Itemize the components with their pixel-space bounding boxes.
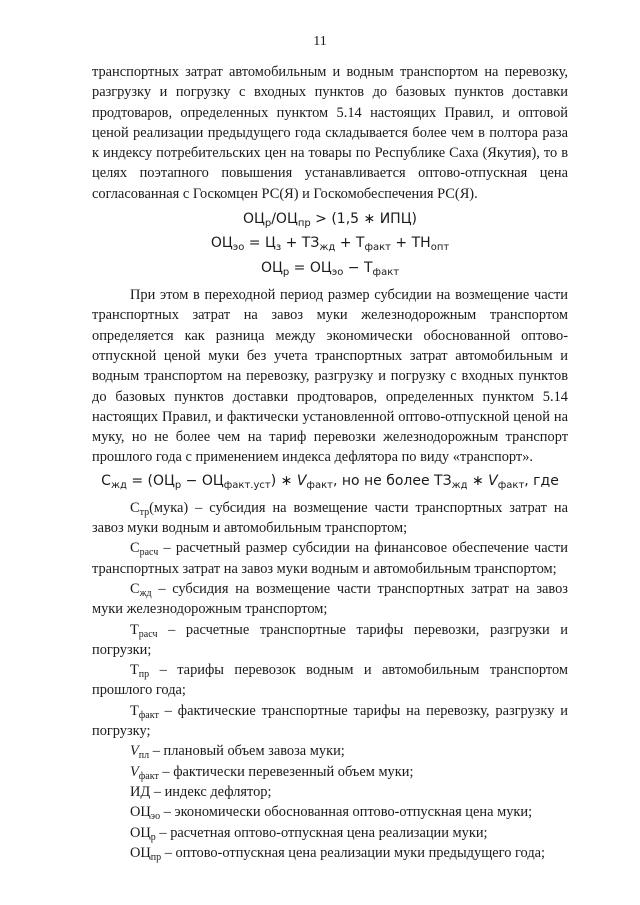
definition-symbol: V (130, 763, 139, 780)
document-body (92, 62, 568, 863)
definition-symbol: ОЦ (130, 804, 151, 821)
definition-text: – тарифы перевозок водным и автомобильным транспортом прошлого года; (92, 662, 568, 699)
definition-symbol: С (130, 580, 140, 597)
definition-symbol: Т (130, 621, 139, 638)
definition-item: $С_{жд}$ – субсидия на возмещение части транспортных затрат на завоз муки железнодорожным транспортом; (92, 580, 568, 618)
definition-text: – индекс дефлятор; (150, 783, 272, 800)
definition-symbol: ОЦ (130, 824, 151, 841)
definition-item (92, 782, 568, 802)
paragraph-transition-period: При этом в переходной период размер субсидии на возмещение части транспортных затрат на завоз муки железнодорожным транспортом определяется как разница между экономически обоснованной оптово-отпускной ценой муки без учета транспортных затрат автомобильным и водным транспортом на перевозку, разгрузку и погрузку с входных пунктов до базовых пунктов доставки продтоваров, определенных пунктом 5.14 настоящих Правил, и фактически установленной оптово-отпускной ценой на муку, но не более чем на тариф перевозки железнодорожным транспорт прошлого года с применением индекса дефлятора по виду «транспорт». (92, 287, 568, 466)
formula-economic-price: $ОЦ_{эо} = Ц_з + ТЗ_{жд} + Т_{факт} + ТН_{опт}$ (210, 235, 450, 254)
definition-symbol: С (130, 499, 140, 516)
definition-symbol: Т (130, 662, 139, 679)
formula-price-ratio: $ОЦ_р/ОЦ_{пр} > (1,5$ ∗ ИПЦ) (242, 211, 418, 230)
definition-item: $С_{расч}$ – расчетный размер субсидии на финансовое обеспечение части транспортных затрат на завоз муки водным и автомобильным транспортом; (92, 540, 568, 577)
definition-symbol: V (130, 743, 139, 760)
definition-symbol: ИД (130, 783, 151, 800)
definition-text: – субсидия на возмещение части транспортных затрат на завоз муки водным и автомобильным транспортом; (92, 499, 568, 537)
definition-text: – фактически перевезенный объем муки; (158, 763, 414, 780)
paragraph-continuation: транспортных затрат автомобильным и водным транспортом на перевозку, разгрузку и погрузку с входных пунктов до базовых пунктов доставки продтоваров, определенных пунктом 5.14 настоящих Правил, и оптовой ценой реализации предыдущего года складывается более чем в полтора раза к индексу потребительских цен на товары по Республике Саха (Якутия), то в целях поэтапного повышения устанавливается оптово-отпускная цена согласованная с Госкомцен РС(Я) и Госкомобеспечения РС(Я). (92, 64, 568, 202)
definition-item: $ОЦ_{пр}$ – оптово-отпускная цена реализации муки предыдущего года; (130, 844, 546, 863)
definition-text: – субсидия на возмещение части транспортных затрат на завоз муки железнодорожным транспортом; (92, 580, 568, 618)
page-number: 11 (313, 34, 327, 49)
definitions-list (92, 498, 568, 863)
definition-item: $ОЦ_р$ – расчетная оптово-отпускная цена реализации муки; (130, 824, 488, 843)
definition-text: – экономически обоснованная оптово-отпускная цена муки; (160, 804, 533, 821)
definition-text: – расчетный размер субсидии на финансовое обеспечение части транспортных затрат на завоз муки водным и автомобильным транспортом; (92, 540, 568, 577)
definition-item: $V_{факт}$ – фактически перевезенный объем муки; (130, 763, 414, 782)
definition-item: $ОЦ_{эо}$ – экономически обоснованная оптово-отпускная цена муки; (130, 804, 533, 823)
definition-item: $Т_{пр}$ – тарифы перевозок водным и автомобильным транспортом прошлого года; (92, 662, 568, 699)
formula-estimated-price: $ОЦ_р = ОЦ_{эо} - Т_{факт}$ (260, 260, 400, 279)
formula-railway-subsidy: $С_{жд} = (ОЦ_р - ОЦ_{факт.уст})$ ∗ $V_{факт}$, но не более $ТЗ_{жд}$ ∗ $V_{факт}$, где (101, 472, 559, 491)
definition-symbol: С (130, 540, 140, 557)
definition-text: – расчетная оптово-отпускная цена реализации муки; (155, 824, 488, 841)
definition-text: – расчетные транспортные тарифы перевозки, разгрузки и погрузки; (92, 621, 568, 658)
definition-text: – оптово-отпускная цена реализации муки предыдущего года; (161, 844, 546, 861)
definition-item: $Т_{факт}$ – фактические транспортные тарифы на перевозку, разгрузку и погрузку; (92, 702, 568, 740)
definition-symbol: ОЦ (130, 844, 151, 861)
definition-item: $V_{пл}$ – плановый объем завоза муки; (130, 743, 345, 762)
definition-item: $Т_{расч}$ – расчетные транспортные тарифы перевозки, разгрузки и погрузки; (92, 621, 568, 658)
definition-item: $С_{тр}(мука)$ – субсидия на возмещение части транспортных затрат на завоз муки водным и автомобильным транспортом; (92, 499, 568, 537)
definition-text: – плановый объем завоза муки; (149, 743, 345, 760)
definition-symbol: Т (130, 702, 139, 719)
definition-text: – фактические транспортные тарифы на перевозку, разгрузку и погрузку; (92, 702, 568, 740)
